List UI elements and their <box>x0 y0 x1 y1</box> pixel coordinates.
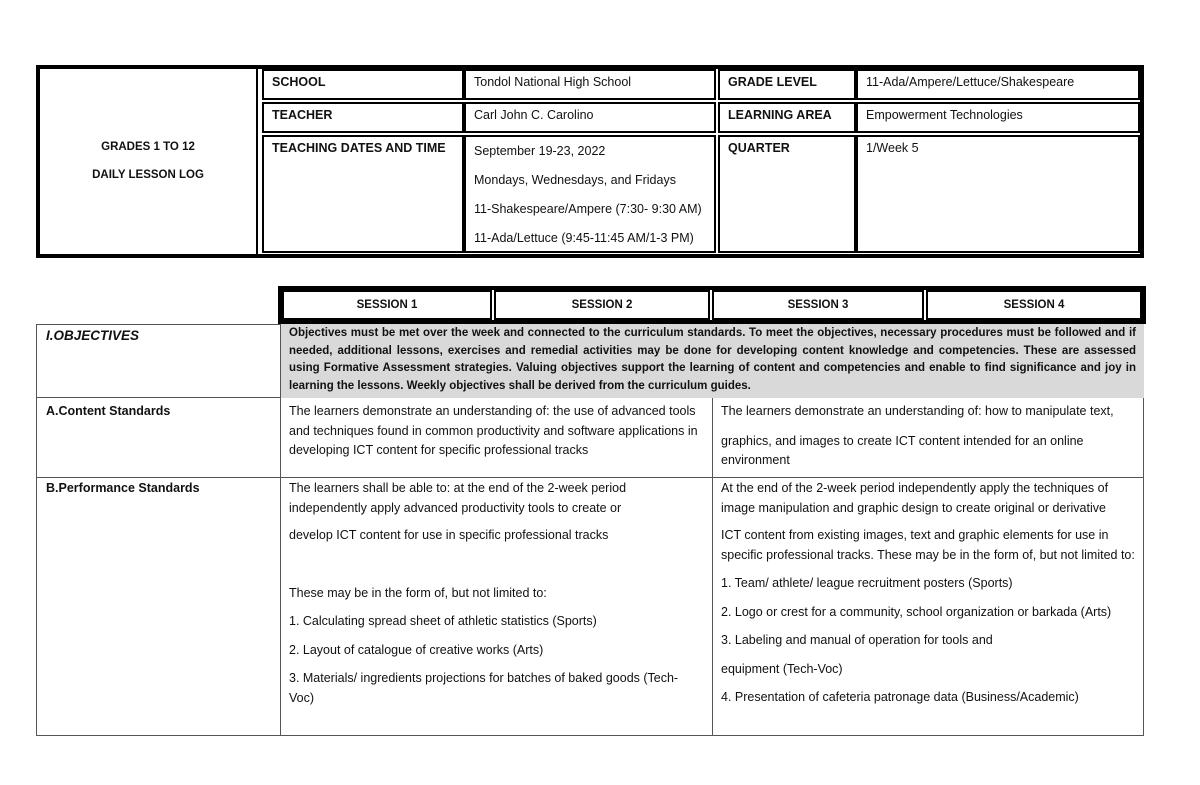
performance-left-item: 1. Calculating spread sheet of athletic statistics (Sports) <box>289 614 597 628</box>
schedule-line: 11-Shakespeare/Ampere (7:30- 9:30 AM) <box>474 202 702 216</box>
performance-right-item: 4. Presentation of cafeteria patronage data (Business/Academic) <box>721 690 1079 704</box>
session-2-header: SESSION 2 <box>494 290 710 320</box>
grades-title-box <box>40 69 258 254</box>
performance-standards-right <box>713 477 1143 710</box>
performance-right-item: equipment (Tech-Voc) <box>721 661 843 676</box>
daily-lesson-log-line: DAILY LESSON LOG <box>92 169 204 181</box>
quarter-value: 1/Week 5 <box>856 135 1140 253</box>
performance-right-paragraph: ICT content from existing images, text and graphic elements for use in specific professional tracks. These may be in the form of, but not limited to: <box>721 528 1135 562</box>
performance-left-item: 2. Layout of catalogue of creative works (Arts) <box>289 642 544 657</box>
session-1-header: SESSION 1 <box>282 290 492 320</box>
performance-left-paragraph: These may be in the form of, but not limited to: <box>289 585 547 600</box>
performance-left-paragraph: develop ICT content for use in specific professional tracks <box>289 528 609 542</box>
performance-standards-label: B.Performance Standards <box>46 481 200 495</box>
content-standards-right <box>713 400 1143 473</box>
objectives-label: I.OBJECTIVES <box>46 328 140 343</box>
performance-standards-left <box>281 477 711 710</box>
grade-level-value: 11-Ada/Ampere/Lettuce/Shakespeare <box>856 69 1140 100</box>
dates-label: TEACHING DATES AND TIME <box>262 135 464 253</box>
teacher-value: Carl John C. Carolino <box>464 102 716 133</box>
dates-line: September 19-23, 2022 <box>474 144 606 158</box>
grades-line: GRADES 1 TO 12 <box>101 141 195 153</box>
learning-area-label: LEARNING AREA <box>718 102 856 133</box>
session-4-header: SESSION 4 <box>926 290 1142 320</box>
quarter-label: QUARTER <box>718 135 856 253</box>
performance-right-paragraph: At the end of the 2-week period independently apply the techniques of image manipulation and graphic design to create original or derivative <box>721 481 1109 515</box>
content-standards-right-line: The learners demonstrate an understanding of: how to manipulate text, <box>721 404 1114 418</box>
days-line: Mondays, Wednesdays, and Fridays <box>474 173 676 187</box>
schedule-line: 11-Ada/Lettuce (9:45-11:45 AM/1-3 PM) <box>474 231 694 245</box>
content-standards-left: The learners demonstrate an understanding of: the use of advanced tools and techniques found in common productivity and software applications in developing ICT content for specific professional tracks <box>289 404 698 457</box>
objectives-text: Objectives must be met over the week and connected to the curriculum standards. To meet the objectives, necessary procedures must be followed and if needed, additional lessons, exercises and remedial activities may be done for developing content knowledge and competencies. These are assessed using Formative Assessment strategies. Valuing objectives support the learning of content and competencies and enable to find significance and joy in learning the lessons. Weekly objectives shall be derived from the curriculum guides. <box>280 324 1144 398</box>
performance-right-item: 2. Logo or crest for a community, school organization or barkada (Arts) <box>721 604 1112 619</box>
school-label: SCHOOL <box>262 69 464 100</box>
performance-left-paragraph: The learners shall be able to: at the end of the 2-week period independently apply advanced productivity tools to create or <box>289 481 627 515</box>
content-standards-label: A.Content Standards <box>46 404 171 418</box>
performance-right-item: 1. Team/ athlete/ league recruitment posters (Sports) <box>721 576 1013 590</box>
teacher-label: TEACHER <box>262 102 464 133</box>
performance-right-item: 3. Labeling and manual of operation for tools and <box>721 633 993 647</box>
school-value: Tondol National High School <box>464 69 716 100</box>
dates-value <box>464 135 716 253</box>
grade-level-label: GRADE LEVEL <box>718 69 856 100</box>
content-standards-right-line: graphics, and images to create ICT content intended for an online environment <box>721 433 1084 467</box>
learning-area-value: Empowerment Technologies <box>856 102 1140 133</box>
session-3-header: SESSION 3 <box>712 290 924 320</box>
performance-left-item: 3. Materials/ ingredients projections for batches of baked goods (Tech-Voc) <box>289 671 679 705</box>
